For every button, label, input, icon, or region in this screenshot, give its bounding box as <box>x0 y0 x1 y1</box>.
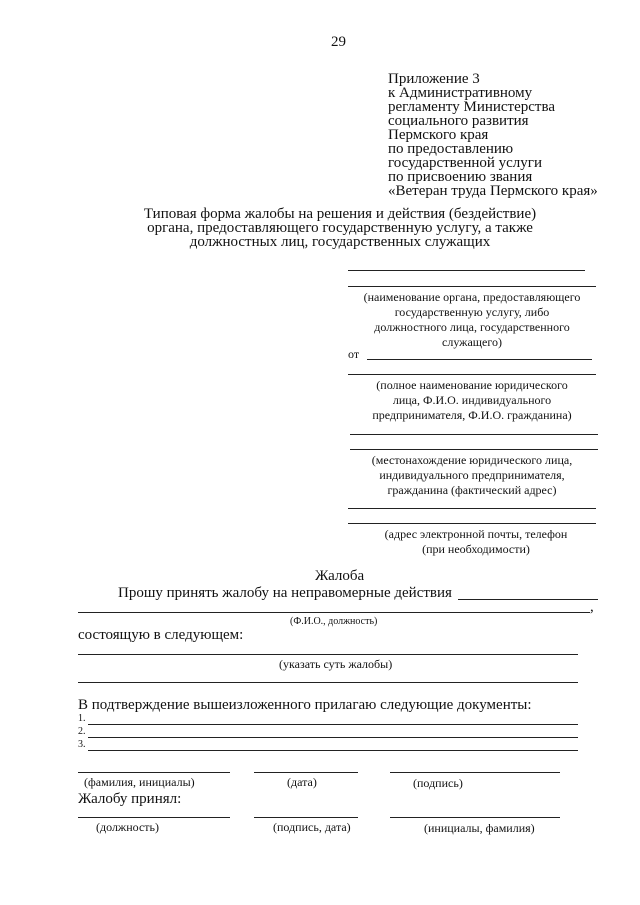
caption-line: (при необходимости) <box>422 542 530 556</box>
person-caption: (Ф.И.О., должность) <box>290 616 378 627</box>
form-title-line: должностных лиц, государственных служащих <box>189 234 491 250</box>
caption-line: предпринимателя, Ф.И.О. гражданина) <box>372 408 572 422</box>
applicant-caption <box>346 378 598 423</box>
signature-caption-sign: (подпись) <box>413 776 463 790</box>
essence-line-2[interactable] <box>78 682 578 683</box>
caption-line: (наименование органа, предоставляющего <box>363 290 581 304</box>
attachment-line-1[interactable] <box>88 724 578 725</box>
page-number: 29 <box>331 34 346 50</box>
applicant-line[interactable] <box>348 374 596 375</box>
from-label: от <box>348 347 360 361</box>
addressee-caption <box>346 290 598 350</box>
addressee-line-2[interactable] <box>348 286 596 287</box>
appendix-line: социального развития <box>388 113 529 129</box>
signature-caption-name: (фамилия, инициалы) <box>84 775 195 789</box>
complaint-heading: Жалоба <box>315 568 365 584</box>
accepted-position-line[interactable] <box>78 817 230 818</box>
attachment-number: 2. <box>78 726 86 737</box>
attachment-line-3[interactable] <box>88 750 578 751</box>
signature-sign-line[interactable] <box>390 772 560 773</box>
location-line-2[interactable] <box>350 449 598 450</box>
accepted-name-line[interactable] <box>390 817 560 818</box>
appendix-line: государственной услуги <box>388 155 542 171</box>
attachment-number: 1. <box>78 713 86 724</box>
accepted-caption-position: (должность) <box>96 820 159 834</box>
accepted-sign-line[interactable] <box>254 817 358 818</box>
caption-line: служащего) <box>442 335 502 349</box>
caption-line: должностного лица, государственного <box>374 320 570 334</box>
attachments-text: В подтверждение вышеизложенного прилагаю следующие документы: <box>78 697 532 713</box>
appendix-line: регламенту Министерства <box>388 99 556 115</box>
location-line-1[interactable] <box>350 434 598 435</box>
comma: , <box>590 599 594 615</box>
attachment-line-2[interactable] <box>88 737 578 738</box>
form-title-line: Типовая форма жалобы на решения и действия (бездействие) <box>143 206 537 222</box>
contacts-line-2[interactable] <box>348 523 596 524</box>
signature-caption-date: (дата) <box>287 775 317 789</box>
caption-line: лица, Ф.И.О. индивидуального <box>392 393 552 407</box>
accepted-caption-name: (инициалы, фамилия) <box>424 821 535 835</box>
caption-line: (адрес электронной почты, телефон <box>384 527 568 541</box>
accepted-label: Жалобу принял: <box>78 791 182 807</box>
contacts-line-1[interactable] <box>348 508 596 509</box>
attachment-number: 3. <box>78 739 86 750</box>
person-line[interactable] <box>78 612 590 613</box>
caption-line: гражданина (фактический адрес) <box>387 483 557 497</box>
essence-caption: (указать суть жалобы) <box>279 657 393 671</box>
appendix-line: к Административному <box>388 85 533 101</box>
caption-line: индивидуального предпринимателя, <box>379 468 565 482</box>
consisting-text: состоящую в следующем: <box>78 627 244 643</box>
signature-name-line[interactable] <box>78 772 230 773</box>
caption-line: государственную услугу, либо <box>394 305 550 319</box>
appendix-line: Приложение 3 <box>388 71 480 87</box>
addressee-line-1[interactable] <box>348 270 585 271</box>
form-title-line: органа, предоставляющего государственную услугу, а также <box>147 220 533 236</box>
form-title <box>120 207 560 249</box>
signature-date-line[interactable] <box>254 772 358 773</box>
location-caption <box>346 453 598 498</box>
contacts-caption <box>356 527 596 557</box>
from-line[interactable] <box>367 359 592 360</box>
request-line[interactable] <box>458 599 598 600</box>
caption-line: (местонахождение юридического лица, <box>371 453 573 467</box>
appendix-block <box>388 72 598 198</box>
caption-line: (полное наименование юридического <box>376 378 568 392</box>
request-text: Прошу принять жалобу на неправомерные действия <box>118 585 452 601</box>
accepted-caption-sign: (подпись, дата) <box>273 820 351 834</box>
essence-line-1[interactable] <box>78 654 578 655</box>
appendix-line: по предоставлению <box>388 141 514 157</box>
appendix-line: по присвоению звания <box>388 169 533 185</box>
appendix-line: Пермского края <box>388 127 489 143</box>
appendix-line: «Ветеран труда Пермского края» <box>388 183 598 199</box>
